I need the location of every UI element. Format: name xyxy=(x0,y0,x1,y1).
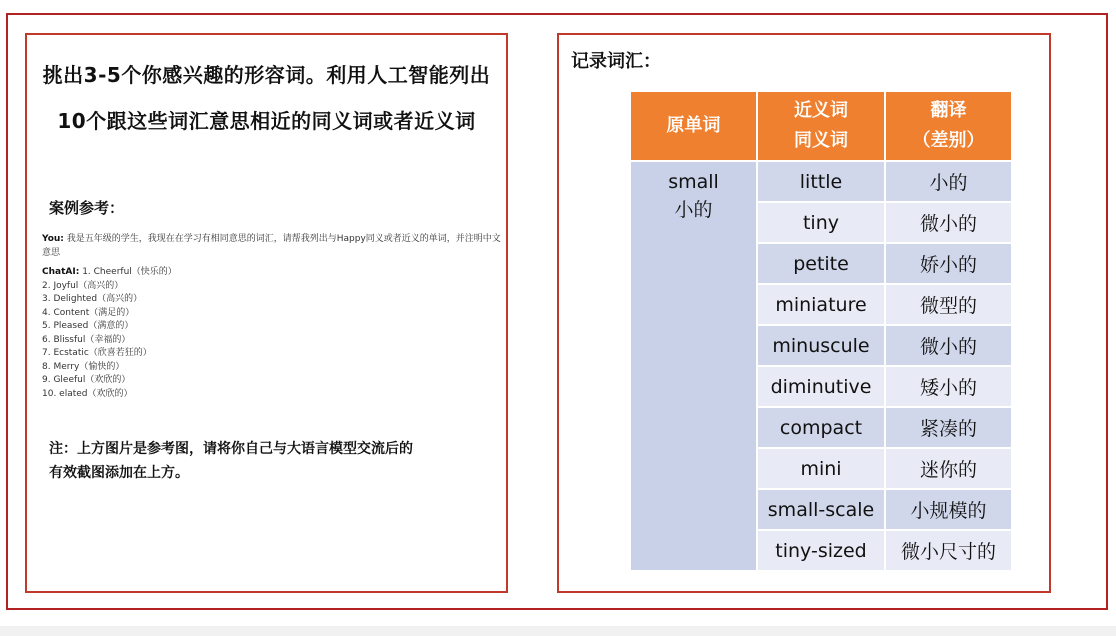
case-reference-title: 案例参考： xyxy=(49,199,125,217)
note xyxy=(49,437,489,485)
synonym-cell: little xyxy=(757,161,885,202)
chat-ai-speaker: ChatAI: xyxy=(42,267,80,277)
chat-example xyxy=(42,233,502,401)
header-translation-label: 翻译 xyxy=(930,100,967,121)
chat-ai-item: 1. Cheerful（快乐的） xyxy=(82,267,177,277)
task-panel xyxy=(25,33,508,593)
translation-cell: 微小的 xyxy=(885,202,1012,243)
original-word-en: small xyxy=(668,171,719,193)
record-vocab-title: 记录词汇： xyxy=(571,51,661,72)
chat-ai-item: 6. Blissful（幸福的） xyxy=(42,334,131,345)
vocab-panel xyxy=(557,33,1051,593)
original-word-cell xyxy=(630,161,757,571)
chat-ai-item: 5. Pleased（满意的） xyxy=(42,321,134,331)
chat-ai-item: 7. Ecstatic（欣喜若狂的） xyxy=(42,348,152,358)
synonym-cell: miniature xyxy=(757,284,885,325)
header-synonym-sub: 同义词 xyxy=(794,130,848,151)
chat-ai-message xyxy=(42,266,502,401)
task-instruction-line-1: 挑出3-5个你感兴趣的形容词。利用人工智能列出 xyxy=(42,63,491,87)
chat-ai-item: 9. Gleeful（欢欣的） xyxy=(42,375,131,385)
chat-ai-item: 4. Content（满足的） xyxy=(42,307,135,318)
translation-cell: 迷你的 xyxy=(885,448,1012,489)
header-synonym xyxy=(757,91,885,161)
translation-cell: 微小的 xyxy=(885,325,1012,366)
chat-ai-item: 8. Merry（愉快的） xyxy=(42,361,125,372)
table-row xyxy=(630,161,1012,202)
chat-ai-item: 2. Joyful（高兴的） xyxy=(42,280,124,291)
synonym-cell: tiny-sized xyxy=(757,530,885,571)
translation-cell: 微小尺寸的 xyxy=(885,530,1012,571)
header-original-word xyxy=(630,91,757,161)
synonym-cell: small-scale xyxy=(757,489,885,530)
chat-ai-item: 3. Delighted（高兴的） xyxy=(42,294,143,304)
header-synonym-label: 近义词 xyxy=(794,100,848,121)
chat-user-text: 我是五年级的学生，我现在在学习有相同意思的词汇，请帮我列出与Happy同义或者近义的单词，并注明中文意思 xyxy=(42,234,501,258)
header-translation-sub: （差别） xyxy=(912,130,985,151)
header-original-word-label: 原单词 xyxy=(666,115,721,136)
table-header-row xyxy=(630,91,1012,161)
original-word-zh: 小的 xyxy=(674,199,713,221)
translation-cell: 微型的 xyxy=(885,284,1012,325)
translation-cell: 小规模的 xyxy=(885,489,1012,530)
translation-cell: 紧凑的 xyxy=(885,407,1012,448)
translation-cell: 娇小的 xyxy=(885,243,1012,284)
translation-cell: 小的 xyxy=(885,161,1012,202)
synonym-cell: mini xyxy=(757,448,885,489)
bottom-strip xyxy=(0,626,1116,636)
header-translation xyxy=(885,91,1012,161)
task-instruction-line-2: 10个跟这些词汇意思相近的同义词或者近义词 xyxy=(57,109,476,133)
chat-user-message xyxy=(42,233,502,260)
note-line-1: 注：上方图片是参考图，请将你自己与大语言模型交流后的 xyxy=(49,441,413,457)
synonym-cell: diminutive xyxy=(757,366,885,407)
chat-ai-item: 10. elated（欢欣的） xyxy=(42,388,133,399)
vocab-table xyxy=(629,90,1013,572)
synonym-cell: compact xyxy=(757,407,885,448)
synonym-cell: tiny xyxy=(757,202,885,243)
synonym-cell: petite xyxy=(757,243,885,284)
chat-user-speaker: You: xyxy=(42,234,64,244)
note-line-2: 有效截图添加在上方。 xyxy=(49,465,189,481)
synonym-cell: minuscule xyxy=(757,325,885,366)
translation-cell: 矮小的 xyxy=(885,366,1012,407)
